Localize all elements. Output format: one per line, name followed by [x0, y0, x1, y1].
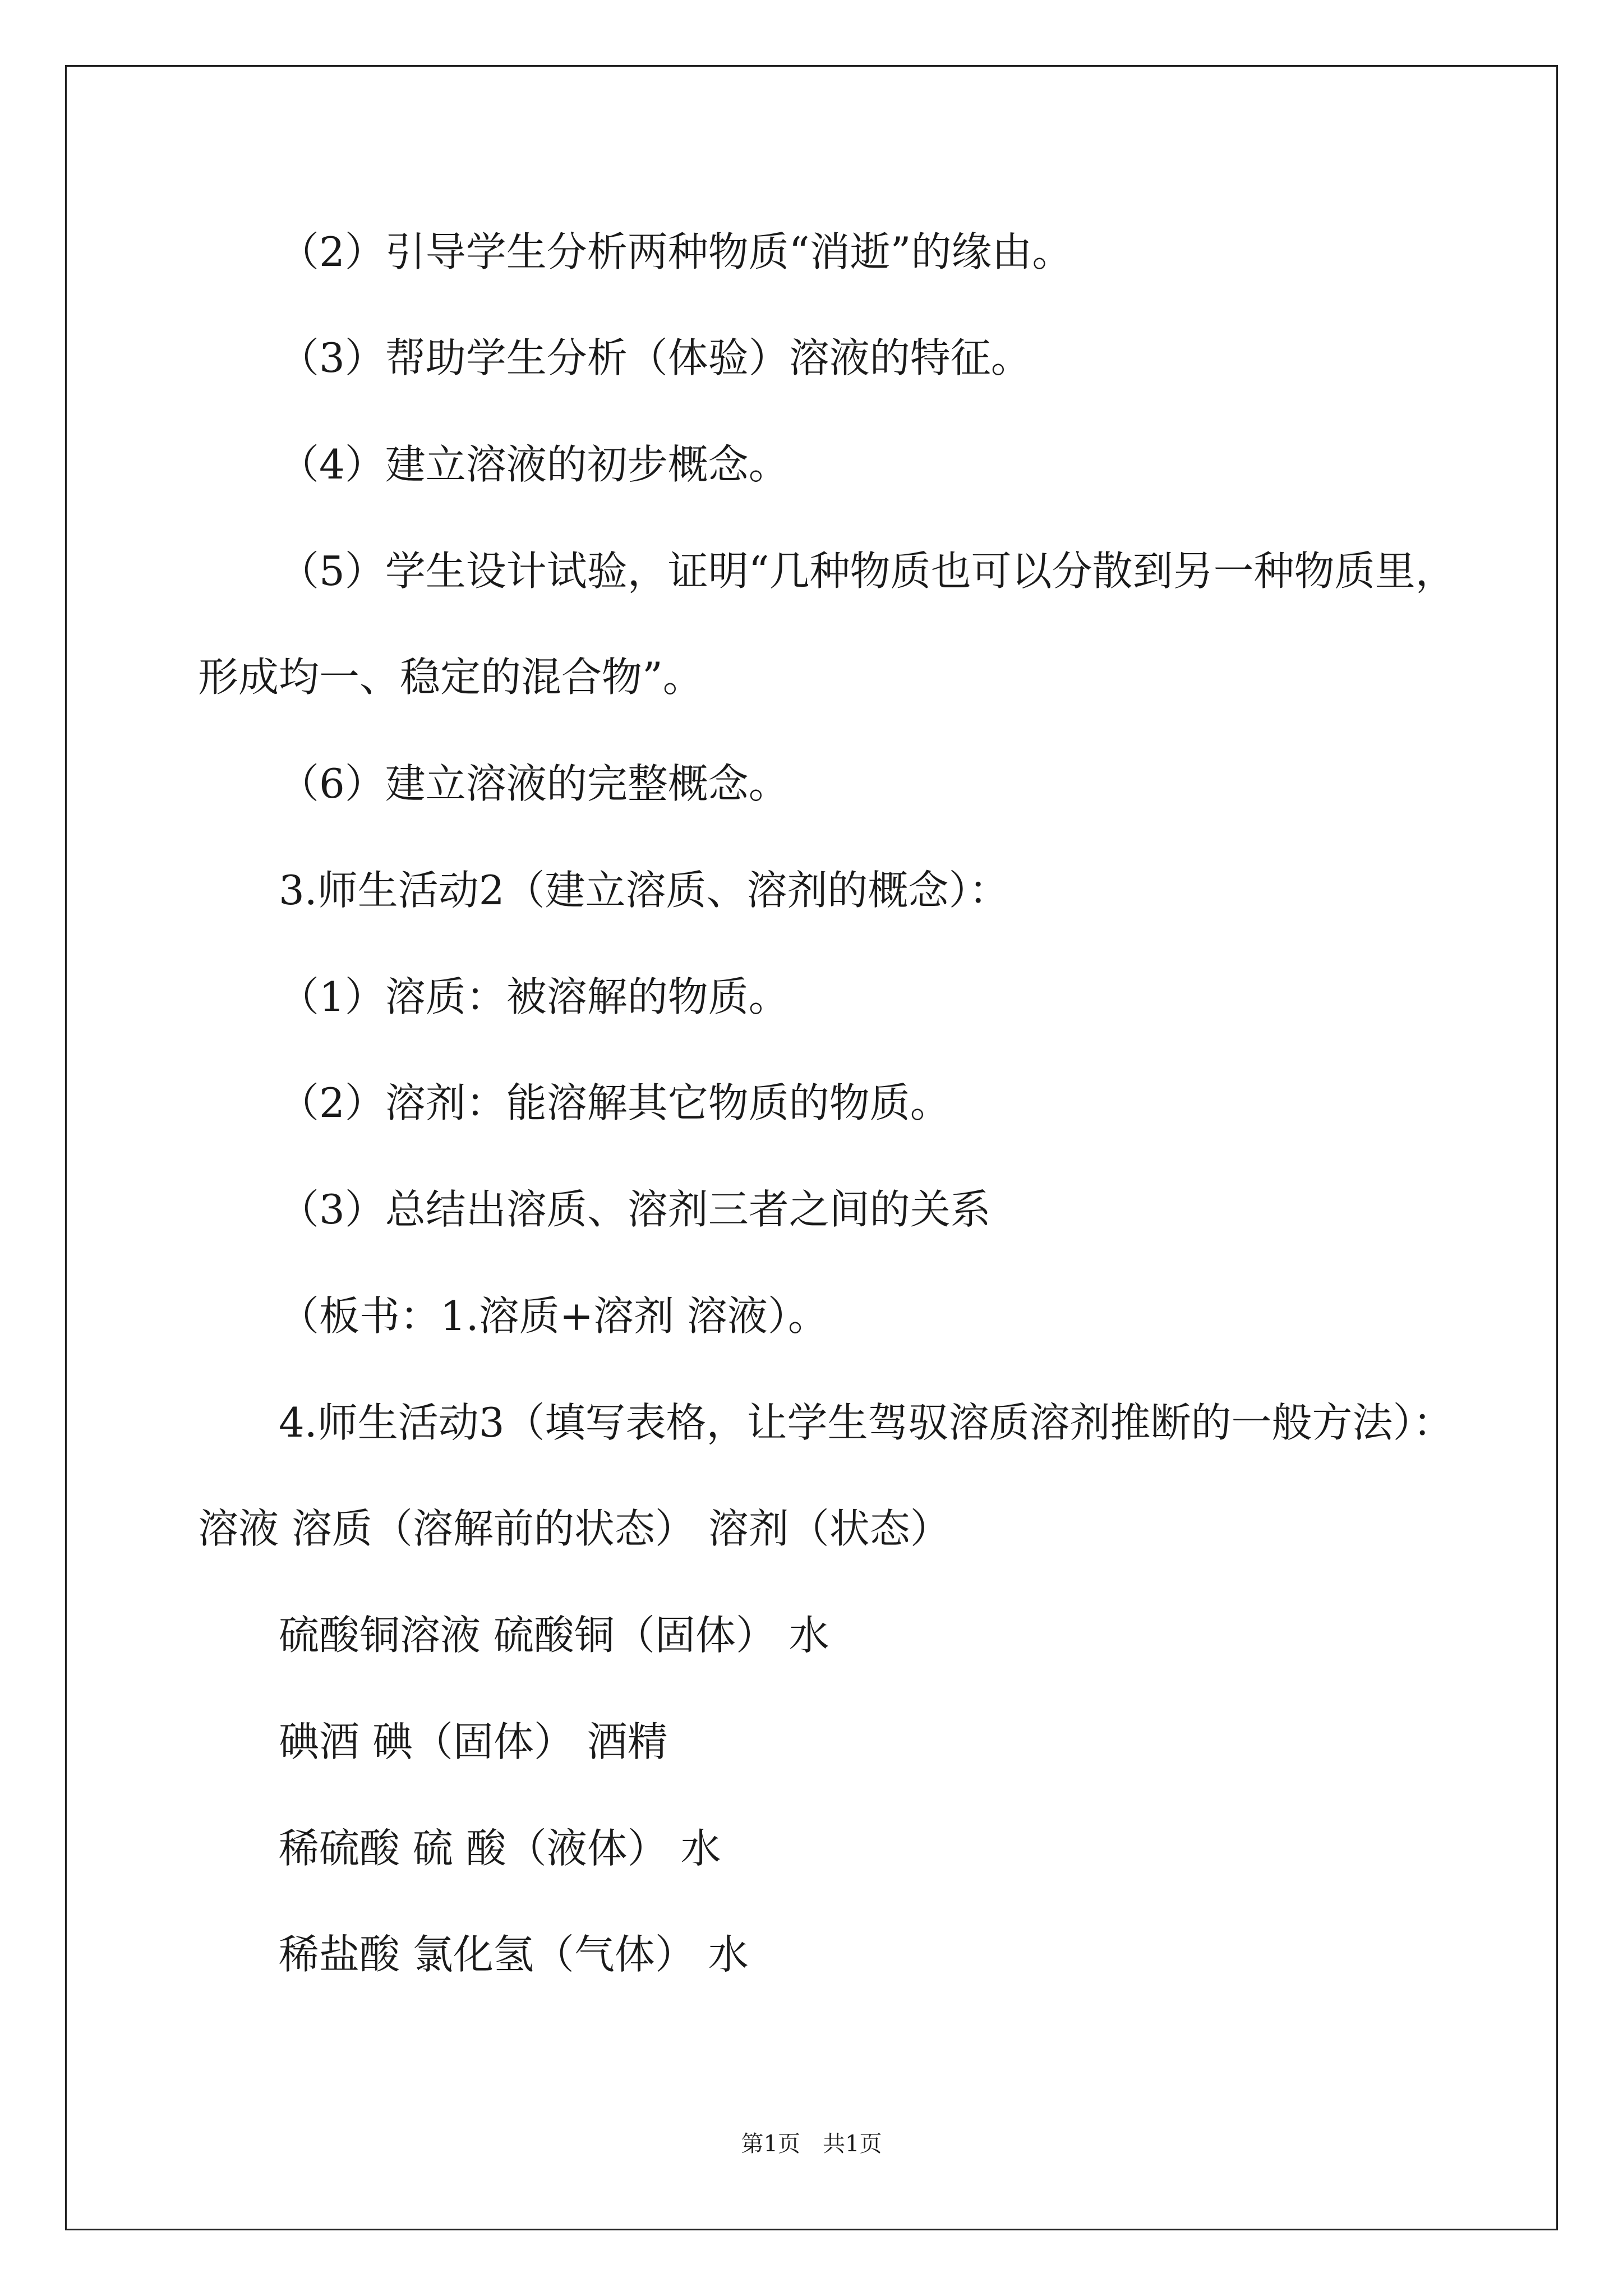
table-row: 稀硫酸 硫 酸（液体） 水 — [279, 1825, 721, 1872]
table-row: 硫酸铜溶液 硫酸铜（固体） 水 — [279, 1612, 829, 1659]
text-line: （板书：1.溶质+溶剂 溶液）。 — [279, 1292, 828, 1340]
text-line: （1）溶质：被溶解的物质。 — [279, 973, 789, 1020]
text-line: 形成均一、稳定的混合物”。 — [198, 654, 703, 701]
section-heading: 4.师生活动3（填写表格，让学生驾驭溶质溶剂推断的一般方法）： — [279, 1399, 1454, 1446]
table-row: 碘酒 碘（固体） 酒精 — [279, 1718, 668, 1765]
text-line: （3）帮助学生分析（体验）溶液的特征。 — [279, 334, 1031, 381]
section-heading: 3.师生活动2（建立溶质、溶剂的概念）： — [279, 867, 1009, 914]
text-line: （2）溶剂：能溶解其它物质的物质。 — [279, 1079, 951, 1126]
text-line: （6）建立溶液的完整概念。 — [279, 760, 789, 807]
text-line: （4）建立溶液的初步概念。 — [279, 441, 789, 488]
page-footer: 第1页 共1页 — [741, 2131, 882, 2157]
text-line: （2）引导学生分析两种物质“消逝”的缘由。 — [279, 228, 1073, 275]
table-row: 稀盐酸 氯化氢（气体） 水 — [279, 1931, 749, 1978]
text-line: （3）总结出溶质、溶剂三者之间的关系 — [279, 1186, 991, 1233]
text-line: （5）学生设计试验，证明“几种物质也可以分散到另一种物质里， — [279, 547, 1456, 595]
table-header-line: 溶液 溶质（溶解前的状态） 溶剂（状态） — [198, 1505, 951, 1552]
